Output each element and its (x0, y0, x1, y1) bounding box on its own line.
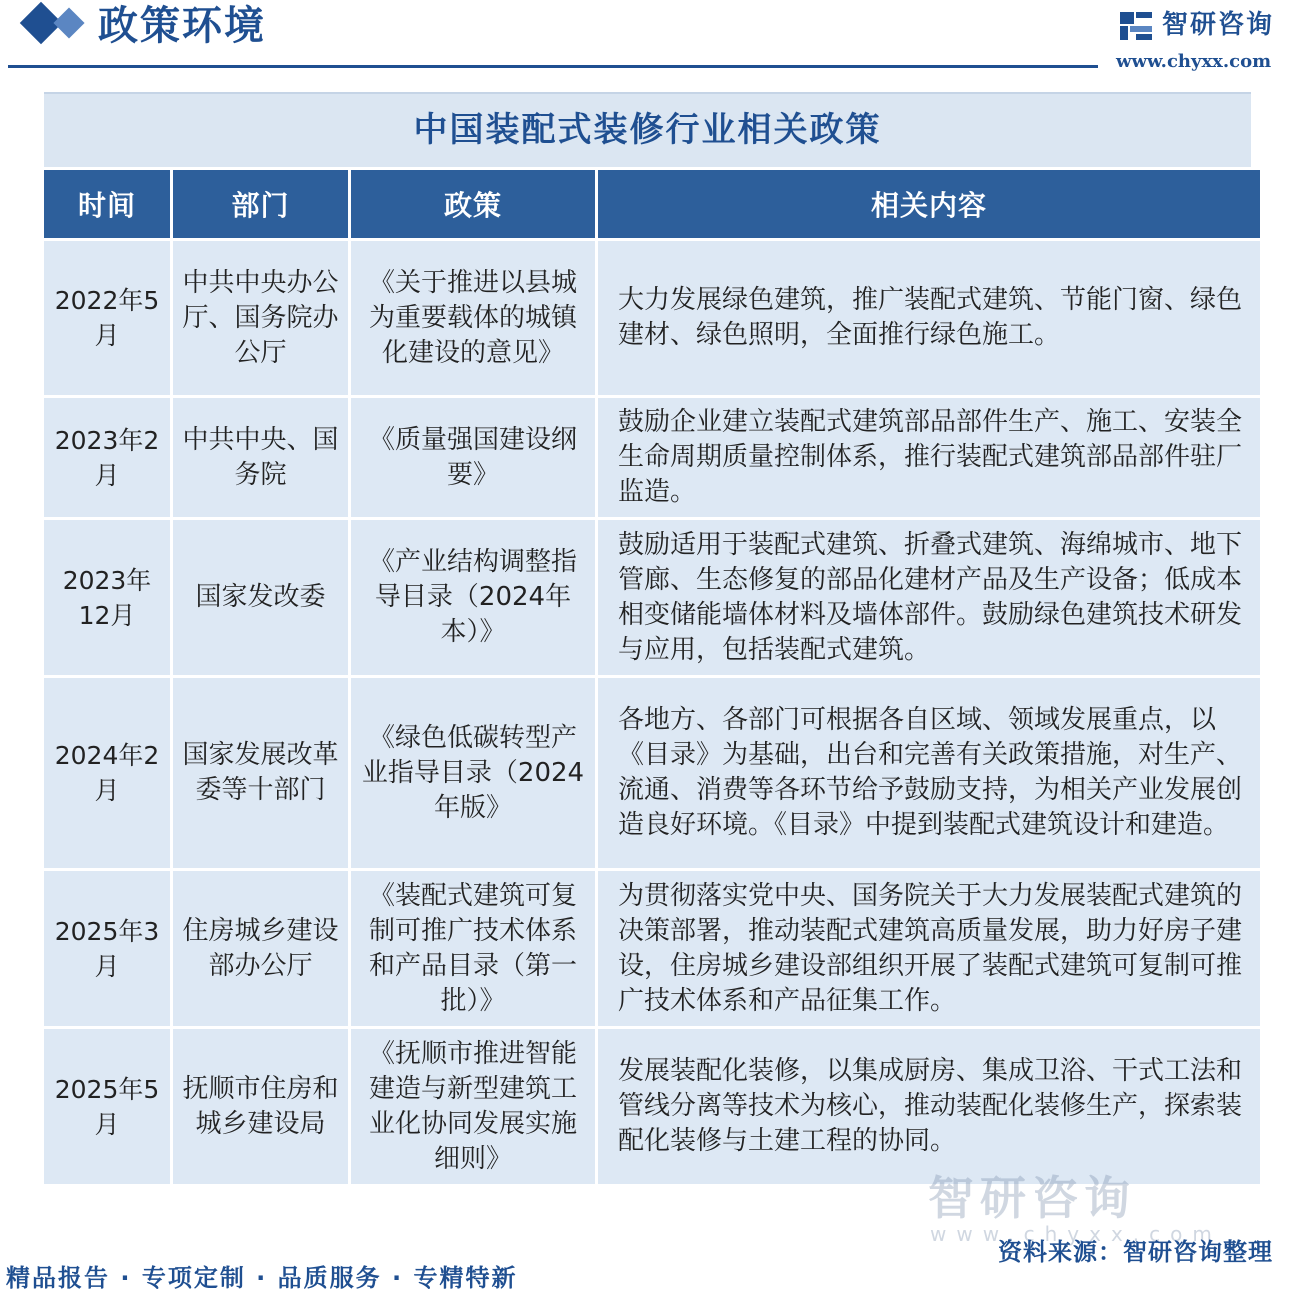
cell-content: 鼓励企业建立装配式建筑部品部件生产、施工、安装全生命周期质量控制体系，推行装配式建筑部品部件驻厂监造。 (598, 398, 1260, 517)
cell-department: 中共中央、国务院 (173, 398, 348, 517)
cell-content: 大力发展绿色建筑，推广装配式建筑、节能门窗、绿色建材、绿色照明，全面推行绿色施工。 (598, 241, 1260, 395)
cell-policy: 《抚顺市推进智能建造与新型建筑工业化协同发展实施细则》 (351, 1029, 595, 1184)
table-row (44, 520, 1260, 675)
header-divider (8, 65, 1098, 68)
policy-table-container (44, 92, 1251, 1202)
cell-date: 2023年12月 (44, 520, 170, 675)
watermark-url: www.chyxx.com (930, 1222, 1222, 1246)
cell-department: 国家发改委 (173, 520, 348, 675)
brand-url: www.chyxx.com (1116, 51, 1272, 72)
table-row (44, 1029, 1260, 1184)
cell-date: 2024年2月 (44, 678, 170, 868)
cell-policy: 《装配式建筑可复制可推广技术体系和产品目录（第一批）》 (351, 871, 595, 1026)
column-header-department: 部门 (173, 170, 348, 238)
cell-policy: 《产业结构调整指导目录（2024年本）》 (351, 520, 595, 675)
cell-date: 2022年5月 (44, 241, 170, 395)
diamond-small-icon (53, 7, 84, 38)
cell-department: 中共中央办公厅、国务院办公厅 (173, 241, 348, 395)
page-title: 政策环境 (98, 2, 266, 49)
cell-policy: 《质量强国建设纲要》 (351, 398, 595, 517)
cell-content: 发展装配化装修，以集成厨房、集成卫浴、干式工法和管线分离等技术为核心，推动装配化装修生产，探索装配化装修与土建工程的协同。 (598, 1029, 1260, 1184)
column-header-content: 相关内容 (598, 170, 1260, 238)
page-header (0, 0, 1294, 80)
watermark-logo: 智研咨询 (928, 1171, 1136, 1225)
table-row (44, 678, 1260, 868)
policy-table (41, 167, 1263, 1187)
cell-policy: 《关于推进以县城为重要载体的城镇化建设的意见》 (351, 241, 595, 395)
table-row (44, 398, 1260, 517)
table-row (44, 241, 1260, 395)
cell-content: 各地方、各部门可根据各自区域、领域发展重点，以《目录》为基础，出台和完善有关政策措施，对生产、流通、消费等各环节给予鼓励支持，为相关产业发展创造良好环境。《目录》中提到装配式建筑设计和建造。 (598, 678, 1260, 868)
cell-content: 鼓励适用于装配式建筑、折叠式建筑、海绵城市、地下管廊、生态修复的部品化建材产品及生产设备；低成本相变储能墙体材料及墙体部件。鼓励绿色建筑技术研发与应用，包括装配式建筑。 (598, 520, 1260, 675)
cell-department: 抚顺市住房和城乡建设局 (173, 1029, 348, 1184)
cell-department: 住房城乡建设部办公厅 (173, 871, 348, 1026)
brand-logo-icon (1118, 10, 1154, 42)
cell-date: 2025年3月 (44, 871, 170, 1026)
footer-slogan: 精品报告 · 专项定制 · 品质服务 · 专精特新 (6, 1264, 518, 1292)
table-header-row (44, 170, 1260, 238)
table-row (44, 871, 1260, 1026)
cell-content: 为贯彻落实党中央、国务院关于大力发展装配式建筑的决策部署，推动装配式建筑高质量发展，助力好房子建设，住房城乡建设部组织开展了装配式建筑可复制可推广技术体系和产品征集工作。 (598, 871, 1260, 1026)
column-header-policy: 政策 (351, 170, 595, 238)
cell-policy: 《绿色低碳转型产业指导目录（2024年版》 (351, 678, 595, 868)
cell-department: 国家发展改革委等十部门 (173, 678, 348, 868)
cell-date: 2025年5月 (44, 1029, 170, 1184)
source-note: 资料来源：智研咨询整理 (998, 1238, 1273, 1266)
column-header-time: 时间 (44, 170, 170, 238)
table-caption: 中国装配式装修行业相关政策 (44, 92, 1251, 167)
brand-name: 智研咨询 (1162, 10, 1275, 40)
cell-date: 2023年2月 (44, 398, 170, 517)
